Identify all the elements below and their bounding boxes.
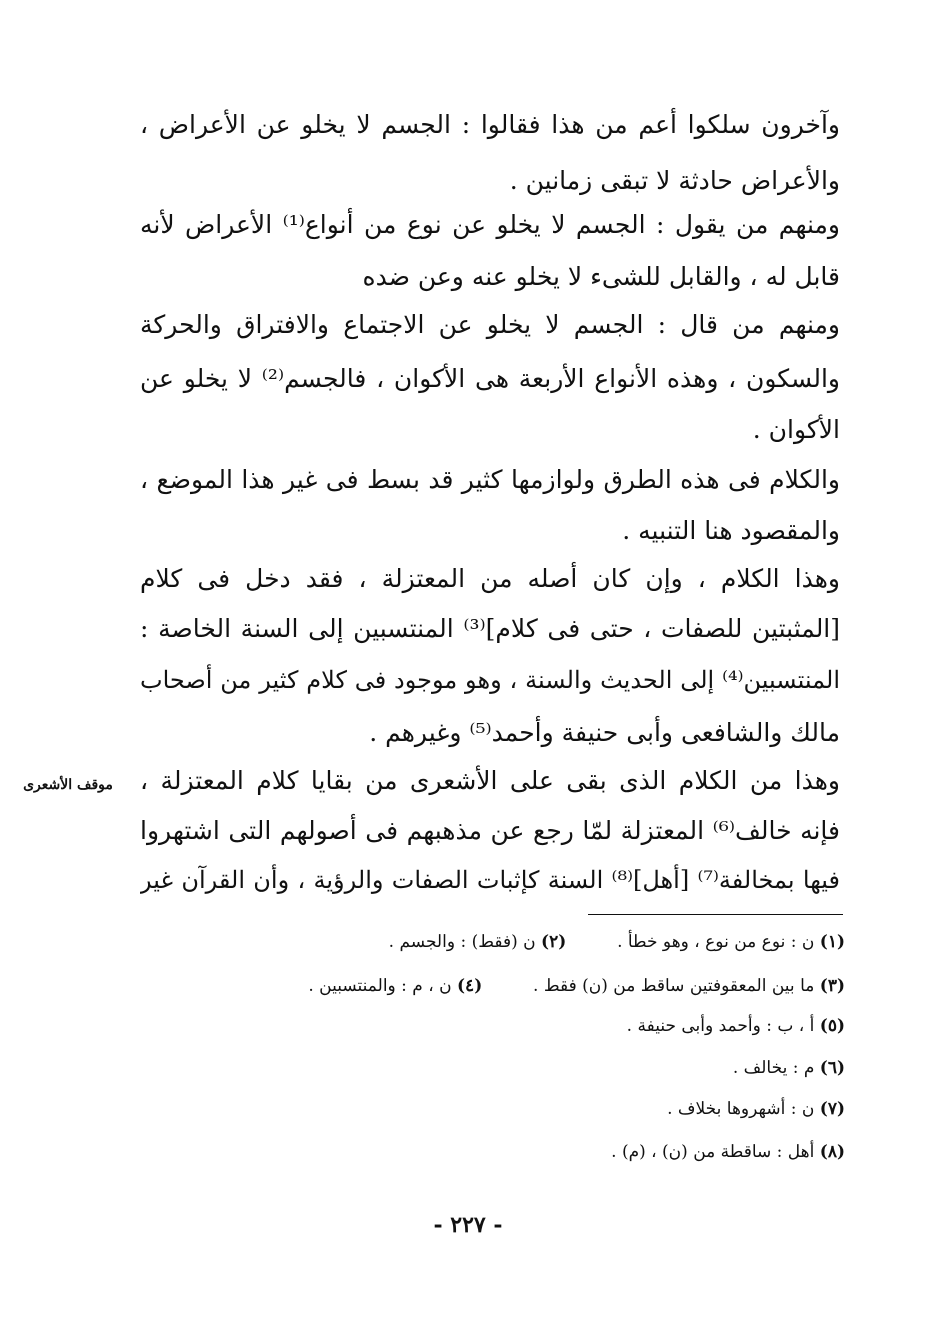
body-line-8: والكلام فى هذه الطرق ولوازمها كثير قد بسط فى غير هذا الموضع ، — [140, 465, 840, 494]
body-line-5: ومنهم من قال : الجسم لا يخلو عن الاجتماع والافتراق والحركة — [140, 310, 840, 339]
body-line-11: [المثبتين للصفات ، حتى فى كلام]⁽³⁾ المنتسبين إلى السنة الخاصة : — [140, 614, 840, 643]
body-line-7: الأكوان . — [752, 415, 840, 444]
page-number: - ٢٢٧ - — [433, 1212, 503, 1238]
body-line-1: وآخرون سلكوا أعم من هذا فقالوا : الجسم لا يخلو عن الأعراض ، — [140, 110, 840, 139]
footnote-line-3 — [140, 1011, 845, 1041]
footnote-line-5 — [140, 1094, 845, 1124]
body-line-4: قابل له ، والقابل للشىء لا يخلو عنه وعن ضده — [362, 262, 840, 291]
footnote-divider — [588, 914, 843, 915]
body-line-3: ومنهم من يقول : الجسم لا يخلو عن نوع من أنواع⁽¹⁾ الأعراض لأنه — [140, 210, 840, 239]
footnote-line-6 — [140, 1137, 845, 1167]
body-line-12: المنتسبين⁽⁴⁾ إلى الحديث والسنة ، وهو موجود فى كلام كثير من أصحاب — [140, 666, 840, 694]
footnote-number: (٦) — [819, 1058, 845, 1078]
footnote-text: ن : نوع من نوع ، وهو خطأ . — [617, 932, 815, 952]
margin-note: موقف الأشعرى — [23, 777, 113, 793]
body-line-10: وهذا الكلام ، وإن كان أصله من المعتزلة ، فقد دخل فى كلام — [140, 564, 840, 593]
footnote-text: أهل : ساقطة من (ن) ، (م) . — [611, 1142, 815, 1162]
body-line-9: والمقصود هنا التنبيه . — [622, 516, 840, 545]
footnote-text: ن : أشهروها بخلاف . — [667, 1099, 815, 1119]
footnote-number: (١) — [819, 932, 845, 952]
footnote-text: ن (فقط) : والجسم . — [388, 932, 536, 952]
body-line-16: فيها بمخالفة⁽⁷⁾ [أهل]⁽⁸⁾ السنة كإثبات الصفات والرؤية ، وأن القرآن غير — [140, 866, 840, 894]
body-line-2: والأعراض حادثة لا تبقى زمانين . — [509, 166, 840, 195]
footnote-text: ما بين المعقوفتين ساقط من (ن) فقط . — [533, 976, 815, 996]
footnote-text: ن ، م : والمنتسبين . — [308, 976, 452, 996]
footnote-number: (٣) — [819, 976, 845, 996]
body-line-15: فإنه خالف⁽⁶⁾ المعتزلة لمّا رجع عن مذهبهم فى أصولهم التى اشتهروا — [140, 816, 840, 845]
body-line-13: مالك والشافعى وأبى حنيفة وأحمد⁽⁵⁾ وغيرهم . — [369, 718, 840, 747]
footnote-number: (٨) — [819, 1142, 845, 1162]
body-line-14: وهذا من الكلام الذى بقى على الأشعرى من بقايا كلام المعتزلة ، — [140, 766, 840, 795]
footnote-number: (٥) — [819, 1016, 845, 1036]
footnote-text: م : يخالف . — [732, 1058, 815, 1078]
footnote-number: (٢) — [541, 932, 567, 952]
footnote-line-1 — [140, 927, 845, 957]
footnote-line-4 — [140, 1053, 845, 1083]
body-line-6: والسكون ، وهذه الأنواع الأربعة هى الأكوان ، فالجسم⁽²⁾ لا يخلو عن — [140, 364, 840, 393]
footnote-number: (٤) — [457, 976, 483, 996]
footnote-line-2 — [140, 971, 845, 1001]
footnote-number: (٧) — [819, 1099, 845, 1119]
footnote-text: أ ، ب : وأحمد وأبى حنيفة . — [626, 1016, 815, 1036]
